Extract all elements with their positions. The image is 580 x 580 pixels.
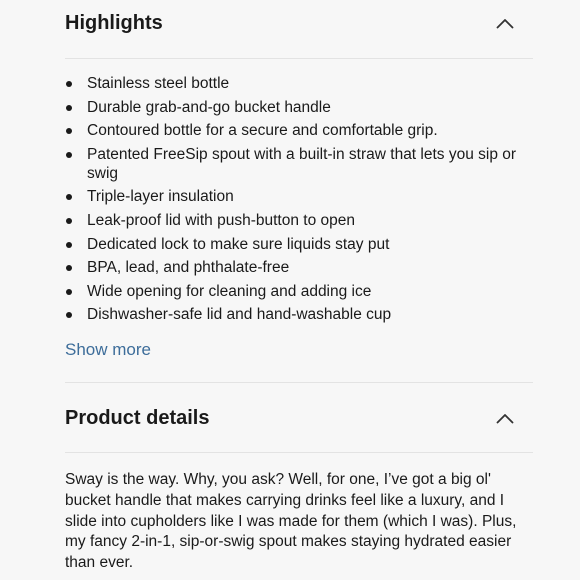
highlights-title: Highlights [65,11,163,34]
product-description: Sway is the way. Why, you ask? Well, for one, I’ve got a big ol' bucket handle that makes carrying drinks feel like a luxury, and I slide into cupholders like I was made for them (which I was). Plus, my fancy 2-in-1, sip-or-swig spout makes staying hydrated easier than ever. [65,471,517,572]
highlight-item: Triple-layer insulation [65,187,533,206]
highlights-divider [65,58,533,59]
highlight-item: Durable grab-and-go bucket handle [65,98,533,117]
product-details-divider [65,452,533,453]
show-more-link[interactable]: Show more [65,340,151,359]
chevron-up-icon[interactable] [491,404,519,432]
highlight-item: Wide opening for cleaning and adding ice [65,282,533,301]
highlight-item: Dishwasher-safe lid and hand-washable cup [65,305,533,324]
highlight-item: BPA, lead, and phthalate-free [65,258,533,277]
highlights-list [65,74,533,329]
section-divider [65,382,533,383]
product-details-title: Product details [65,406,210,429]
product-details-header[interactable] [65,400,533,436]
highlight-item: Dedicated lock to make sure liquids stay put [65,235,533,254]
highlight-item: Contoured bottle for a secure and comfortable grip. [65,121,533,140]
chevron-up-icon[interactable] [491,9,519,37]
highlight-item: Stainless steel bottle [65,74,533,93]
highlights-header[interactable] [65,5,533,41]
highlight-item: Patented FreeSip spout with a built-in straw that lets you sip or swig [65,145,533,183]
highlight-item: Leak-proof lid with push-button to open [65,211,533,230]
